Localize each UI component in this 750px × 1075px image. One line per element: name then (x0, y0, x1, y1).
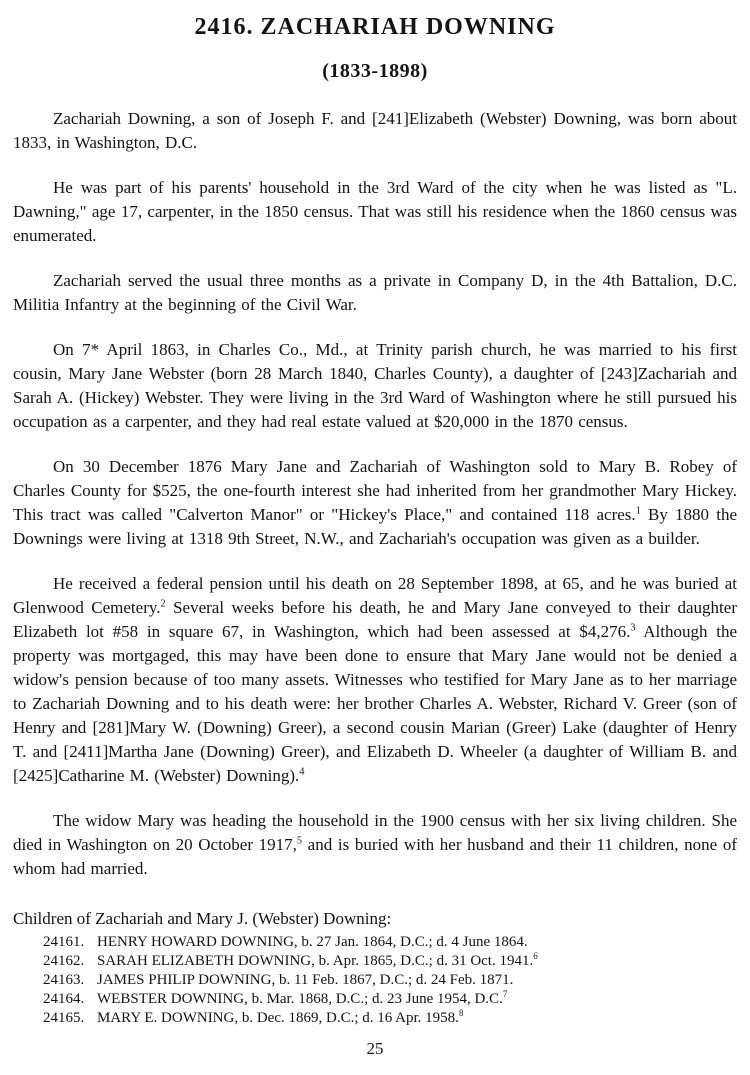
page-title: 2416. ZACHARIAH DOWNING (194, 14, 556, 40)
child-entry (13, 933, 737, 952)
footnote-marker: 4 (299, 766, 305, 778)
children-section (13, 908, 737, 1028)
paragraph: He was part of his parents' household in the 3rd Ward of the city when he was listed as "L. Dawning," age 17, carpenter, in the 1850 census. That was still his residence when the 1860 census was enumerated. (13, 178, 737, 245)
body-paragraphs (13, 107, 737, 881)
children-section-header: Children of Zachariah and Mary J. (Webster) Downing: (13, 909, 392, 928)
footnote-marker: 3 (630, 622, 636, 634)
child-entry (13, 1009, 737, 1028)
footnote-marker: 7 (502, 989, 508, 999)
child-id: 24165. (43, 1010, 85, 1026)
child-entry (13, 971, 737, 990)
paragraph: The widow Mary was heading the household in the 1900 census with her six living children. She died in Washington on 20 October 1917,$^5$ and is buried with her husband and their 11 children, none of whom had married. (13, 811, 737, 878)
paragraph: On 30 December 1876 Mary Jane and Zachariah of Washington sold to Mary B. Robey of Charles County for $525, the one-fourth interest she had inherited from her grandmother Mary Hickey. This tract was called "Calverton Manor" or "Hickey's Place," and contained 118 acres.$^1$ By 1880 the Downings were living at 1318 9th Street, N.W., and Zachariah's occupation was given as a builder. (13, 457, 738, 548)
page-subtitle: (1833-1898) (322, 60, 428, 82)
child-entry (13, 952, 737, 971)
footnote-marker: 1 (635, 505, 641, 517)
footnote-marker: 6 (533, 951, 538, 961)
paragraph: Zachariah served the usual three months as a private in Company D, in the 4th Battalion, D.C. Militia Infantry at the beginning of the Civil War. (13, 271, 737, 314)
child-id: 24161. (43, 934, 85, 950)
footnote-marker: 8 (458, 1008, 464, 1018)
child-text: WEBSTER DOWNING, b. Mar. 1868, D.C.; d. 23 June 1954, D.C.$^7$ (97, 989, 508, 1007)
footnote-marker: 2 (160, 598, 166, 610)
paragraph: On 7* April 1863, in Charles Co., Md., at Trinity parish church, he was married to his first cousin, Mary Jane Webster (born 28 March 1840, Charles County), a daughter of [243]Zachariah and Sarah A. (Hickey) Webster. They were living in the 3rd Ward of Washington where he still pursued his occupation as a carpenter, and they had real estate valued at $20,000 in the 1870 census. (13, 340, 737, 431)
child-id: 24164. (43, 991, 85, 1007)
footnote-marker: 5 (296, 835, 302, 847)
child-id: 24163. (43, 972, 85, 988)
paragraph: He received a federal pension until his death on 28 September 1898, at 65, and he was buried at Glenwood Cemetery.$^2$ Several weeks before his death, he and Mary Jane conveyed to their daughter Elizabeth lot #58 in square 67, in Washington, which had been assessed at $4,276.$^3$ Although the property was mortgaged, this may have been done to ensure that Mary Jane would not be denied a widow's pension because of too many assets. Witnesses who testified for Mary Jane as to her marriage to Zachariah Downing and to his death were: her brother Charles A. Webster, Richard V. Greer (son of Henry and [281]Mary W. (Downing) Greer), a second cousin Marian (Greer) Lake (daughter of Henry T. and [2411]Martha Jane (Downing) Greer), and Elizabeth D. Wheeler (a daughter of William B. and [2425]Catharine M. (Webster) Downing).$^4$ (13, 574, 738, 785)
children-list (13, 933, 737, 1028)
child-id: 24162. (43, 953, 85, 969)
child-text: MARY E. DOWNING, b. Dec. 1869, D.C.; d. 16 Apr. 1958.$^8$ (97, 1008, 464, 1026)
child-text: SARAH ELIZABETH DOWNING, b. Apr. 1865, D.C.; d. 31 Oct. 1941.$^6$ (97, 951, 538, 969)
page-number: 25 (366, 1039, 384, 1058)
child-entry (13, 990, 737, 1009)
child-text: HENRY HOWARD DOWNING, b. 27 Jan. 1864, D.C.; d. 4 June 1864. (97, 934, 528, 950)
paragraph: Zachariah Downing, a son of Joseph F. and [241]Elizabeth (Webster) Downing, was born about 1833, in Washington, D.C. (13, 109, 737, 152)
child-text: JAMES PHILIP DOWNING, b. 11 Feb. 1867, D.C.; d. 24 Feb. 1871. (97, 972, 514, 988)
